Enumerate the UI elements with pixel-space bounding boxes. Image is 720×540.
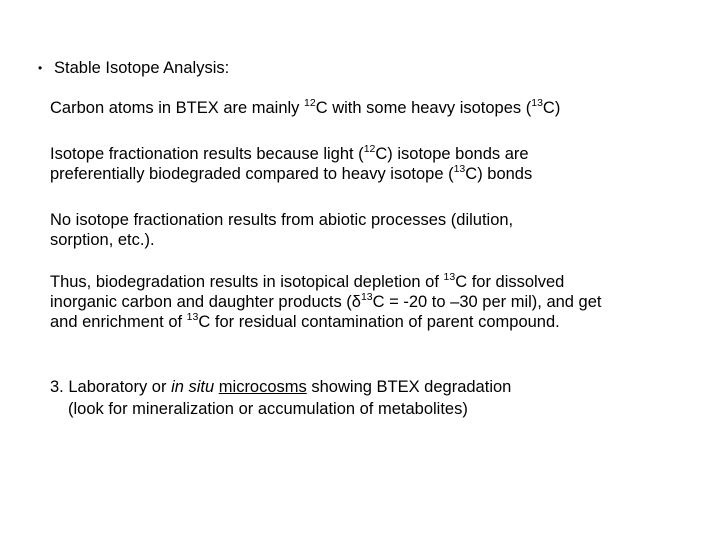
superscript: 12 — [363, 142, 376, 155]
text: C) isotope bonds are — [375, 145, 529, 163]
text: C = -20 to –30 per mil), and get — [372, 293, 602, 311]
bullet-icon: • — [38, 61, 43, 75]
text: C for residual contamination of parent compound. — [198, 313, 560, 331]
heading-text: Stable Isotope Analysis: — [54, 59, 230, 77]
text: 3. Laboratory or — [50, 378, 172, 396]
superscript: 13 — [531, 96, 543, 109]
section-heading — [38, 58, 229, 78]
text: C with some heavy isotopes ( — [315, 99, 532, 117]
text: inorganic carbon and daughter products (δ — [50, 293, 361, 311]
paragraph-thus-line3 — [50, 312, 560, 332]
superscript: 13 — [360, 290, 373, 303]
superscript: 13 — [186, 310, 199, 323]
paragraph-abiotic-line1: No isotope fractionation results from abiotic processes (dilution, — [50, 211, 514, 229]
text: Isotope fractionation results because light ( — [50, 145, 364, 163]
text: C) — [542, 99, 561, 117]
numbered-item-3-line2: (look for mineralization or accumulation of metabolites) — [68, 400, 468, 418]
text: preferentially biodegraded compared to heavy isotope ( — [50, 165, 454, 183]
underlined-text: microcosms — [218, 378, 307, 396]
paragraph-thus-line1 — [50, 272, 564, 292]
numbered-item-3-line1 — [50, 377, 511, 397]
text: showing BTEX degradation — [306, 378, 512, 396]
paragraph-carbon-atoms — [50, 98, 560, 118]
superscript: 13 — [443, 270, 456, 283]
text: Thus, biodegradation results in isotopical depletion of — [50, 273, 444, 291]
superscript: 13 — [453, 162, 466, 175]
paragraph-fractionation-line2 — [50, 164, 532, 184]
text: C) bonds — [465, 165, 533, 183]
paragraph-abiotic-line2: sorption, etc.). — [50, 231, 155, 249]
paragraph-fractionation-line1 — [50, 144, 529, 164]
text: C for dissolved — [455, 273, 565, 291]
italic-text: in situ — [171, 378, 215, 396]
paragraph-thus-line2 — [50, 292, 602, 312]
superscript: 12 — [304, 96, 316, 109]
text: Carbon atoms in BTEX are mainly — [50, 99, 305, 117]
text: and enrichment of — [50, 313, 187, 331]
